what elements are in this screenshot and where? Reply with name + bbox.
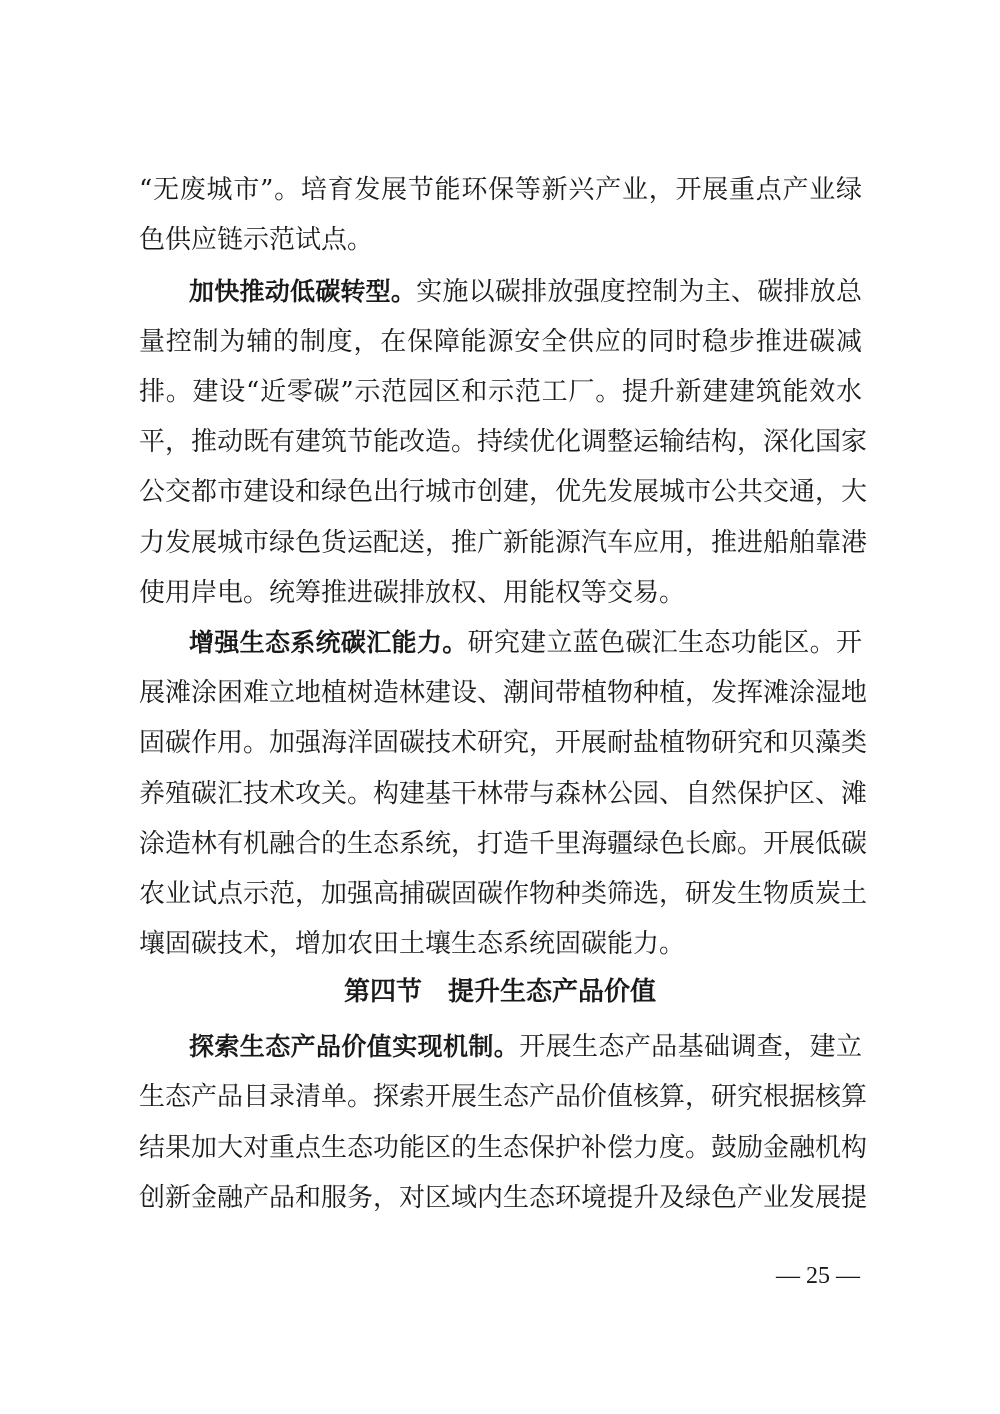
page-number: — 25 — — [776, 1263, 860, 1289]
paragraph-line: 固碳作用。加强海洋固碳技术研究，开展耐盐植物研究和贝藻类 — [139, 728, 868, 758]
paragraph-lead: 增强生态系统碳汇能力。 — [189, 628, 468, 657]
paragraph-line: 壤固碳技术，增加农田土壤生态系统固碳能力。 — [139, 929, 686, 959]
paragraph-line: 结果加大对重点生态功能区的生态保护补偿力度。鼓励金融机构 — [139, 1133, 868, 1163]
paragraph-line: “无废城市”。培育发展节能环保等新兴产业，开展重点产业绿 — [139, 175, 862, 205]
paragraph-line: 力发展城市绿色货运配送，推广新能源汽车应用，推进船舶靠港 — [139, 528, 868, 558]
paragraph-line: 量控制为辅的制度，在保障能源安全供应的同时稳步推进碳减 — [139, 327, 862, 357]
paragraph-line: 生态产品目录清单。探索开展生态产品价值核算，研究根据核算 — [139, 1082, 868, 1112]
paragraph-line: 养殖碳汇技术攻关。构建基干林带与森林公园、自然保护区、滩 — [139, 779, 868, 809]
paragraph-line: 平，推动既有建筑节能改造。持续优化调整运输结构，深化国家 — [139, 427, 868, 457]
paragraph-line: 创新金融产品和服务，对区域内生态环境提升及绿色产业发展提 — [139, 1183, 868, 1213]
paragraph-first-line — [189, 270, 862, 314]
paragraph-line: 展滩涂困难立地植树造林建设、潮间带植物种植，发挥滩涂湿地 — [139, 678, 868, 708]
paragraph-lead: 探索生态产品价值实现机制。 — [189, 1032, 520, 1061]
paragraph-lead: 加快推动低碳转型。 — [189, 277, 417, 306]
section-heading — [0, 970, 1000, 1014]
paragraph-line: 色供应链示范试点。 — [139, 225, 374, 255]
paragraph-line: 农业试点示范，加强高捕碳固碳作物种类筛选，研发生物质炭土 — [139, 879, 868, 909]
paragraph-first-line — [189, 621, 862, 665]
paragraph-line: 公交都市建设和绿色出行城市创建，优先发展城市公共交通，大 — [139, 477, 868, 507]
section-title: 提升生态产品价值 — [448, 977, 657, 1007]
paragraph-text: 实施以碳排放强度控制为主、碳排放总 — [416, 277, 862, 307]
paragraph-line: 使用岸电。统筹推进碳排放权、用能权等交易。 — [139, 578, 686, 608]
section-number: 第四节 — [343, 977, 422, 1007]
paragraph-text: 研究建立蓝色碳汇生态功能区。开 — [467, 628, 862, 658]
paragraph-first-line — [189, 1025, 862, 1069]
paragraph-text: 开展生态产品基础调查，建立 — [519, 1032, 862, 1062]
paragraph-line: 涂造林有机融合的生态系统，打造千里海疆绿色长廊。开展低碳 — [139, 829, 868, 859]
paragraph-line: 排。建设“近零碳”示范园区和示范工厂。提升新建建筑能效水 — [139, 377, 862, 407]
